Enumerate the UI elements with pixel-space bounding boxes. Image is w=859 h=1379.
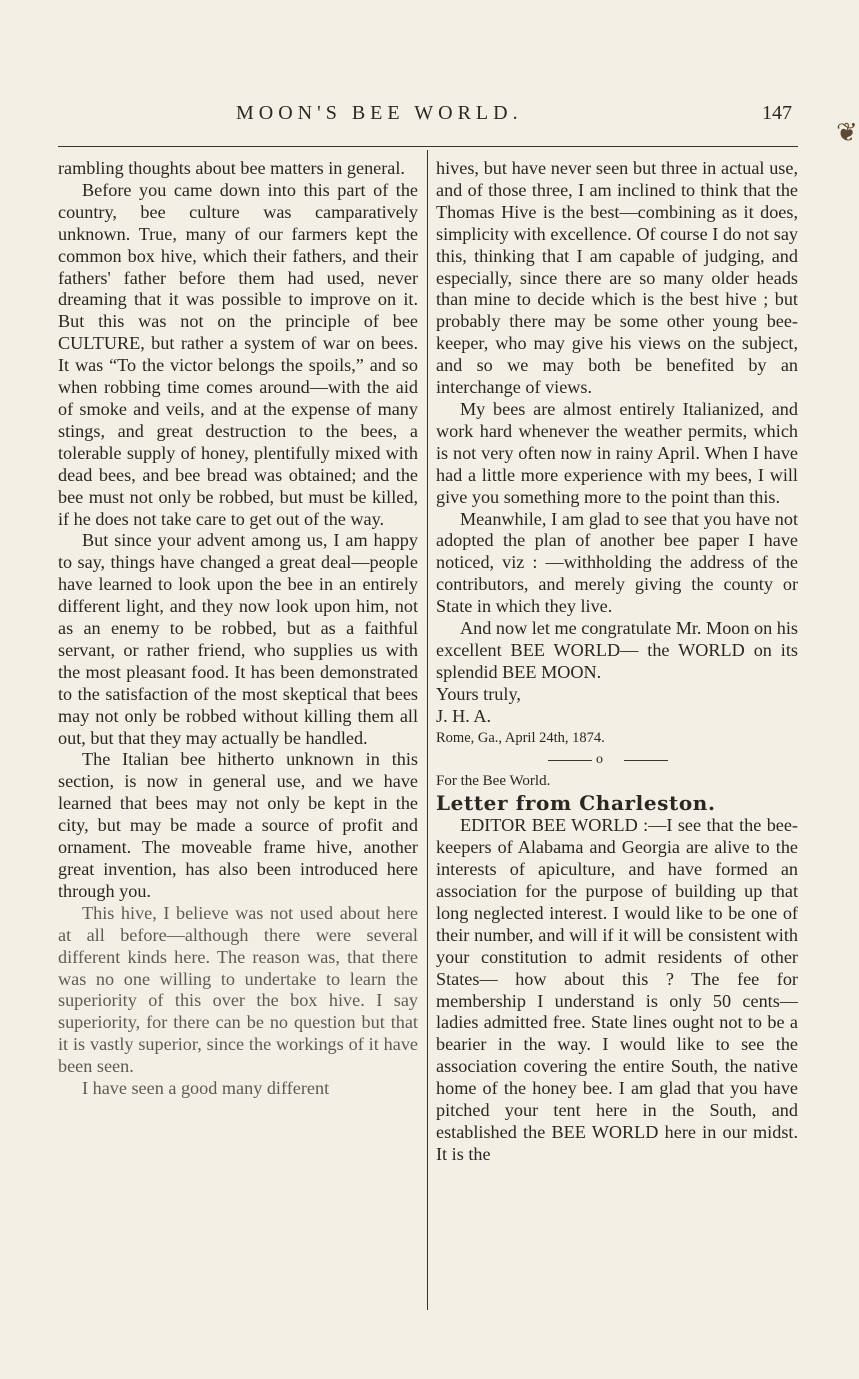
left-column [58, 158, 418, 1100]
paragraph: But since your advent among us, I am happy to say, things have changed a great deal—people have learned to look upon the bee in an entirely different light, and they now look upon him, not as an enemy to be robbed, but as a faithful servant, or rather friend, who supplies us with the most pleasant food. It has been demonstrated to the satisfaction of the most skeptical that bees may not only be robbed without killing them all out, but that they may actually be handled. [58, 530, 418, 748]
paragraph: rambling thoughts about bee matters in general. [58, 158, 405, 178]
dateline: Rome, Ga., April 24th, 1874. [436, 729, 605, 746]
section-separator [436, 749, 798, 771]
separator-mark: o [596, 752, 603, 768]
page-number: 147 [762, 102, 792, 124]
paragraph: My bees are almost entirely Italianized, and work hard whenever the weather permits, which is not very often now in rainy April. When I have had a little more experience with my bees, I will give you something more to the point than this. [436, 398, 798, 507]
closing: Yours truly, [436, 683, 521, 704]
page-edge-mark: ❦ [836, 118, 858, 147]
header-rule [58, 146, 798, 147]
paragraph: And now let me congratulate Mr. Moon on his excellent BEE WORLD— the WORLD on its splendid BEE MOON. [436, 618, 798, 682]
letter-heading: Letter from Charleston. [436, 791, 716, 816]
right-column [436, 158, 798, 1166]
salutation: EDITOR BEE WORLD :— [460, 815, 667, 836]
running-title: MOON'S BEE WORLD. [236, 102, 523, 124]
column-divider [427, 150, 428, 1310]
letter-paragraph [436, 815, 798, 1166]
paragraph: hives, but have never seen but three in actual use, and of those three, I am inclined to think that the Thomas Hive is the best—combining as it does, simplicity with excellence. Of course I do not say this, thinking that I am capable of judging, and especially, since there are so many older heads than mine to decide which is the best hive ; but probably there may be some other young bee-keeper, who may give his views on the subject, and so we may both be benefited by an interchange of views. [436, 158, 798, 398]
signature: J. H. A. [436, 705, 492, 726]
paragraph: The Italian bee hitherto unknown in this section, is now in general use, and we have learned that bees may not only be kept in the city, but may be made a source of profit and ornament. The moveable frame hive, another great invention, has also been introduced here through you. [58, 749, 418, 901]
paragraph: This hive, I believe was not used about here at all before—although there were several different kinds here. The reason was, that there was no one willing to undertake to learn the superiority of this over the box hive. I say superiority, for there can be no question but that it is vastly superior, since the workings of it have been seen. [58, 902, 418, 1077]
running-head [0, 102, 859, 132]
separator-line [548, 760, 592, 761]
separator-line [624, 760, 668, 761]
letter-body: I see that the bee-keepers of Alabama and Georgia are alive to the interests of apiculture, and have formed an association for the purpose of building up that long neglected interest. I would like to be one of their number, and will if it will be consistent with your constitution to admit residents of other States— how about this ? The fee for membership I understand is only 50 cents— ladies admitted free. State lines ought not to be a bearier in the way. I would like to see the association covering the entire South, the native home of the honey bee. I am glad that you have pitched your tent here in the South, and established the BEE WORLD here in our midst. It is the [436, 815, 798, 1164]
paragraph: Meanwhile, I am glad to see that you have not adopted the plan of another bee paper I have noticed, viz : —withholding the address of the contributors, and merely giving the county or State in which they live. [436, 508, 798, 617]
paragraph: I have seen a good many different [82, 1078, 330, 1099]
source-note: For the Bee World. [436, 773, 551, 790]
paragraph: Before you came down into this part of the country, bee culture was camparatively unknown. True, many of our farmers kept the common box hive, which their fathers, and their fathers' father before them had used, never dreaming that it was possible to improve on it. But this was not on the principle of bee CULTURE, but rather a system of war on bees. It was “To the victor belongs the spoils,” and so when robbing time comes around—with the aid of smoke and veils, and at the expense of many stings, and great destruction to the bees, a tolerable supply of honey, plentifully mixed with dead bees, and bee bread was obtained; and the bee must not only be robbed, but must be killed, if he does not take care to get out of the way. [58, 179, 418, 529]
